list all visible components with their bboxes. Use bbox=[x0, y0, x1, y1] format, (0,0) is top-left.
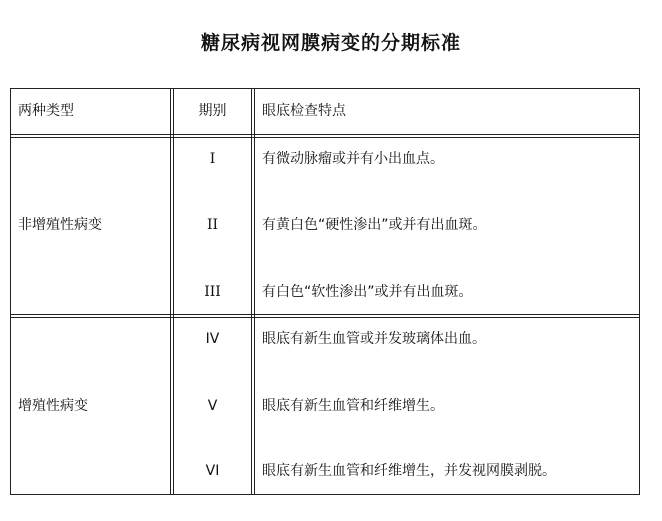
type-cell-nonproliferative: 非增殖性病变 bbox=[18, 217, 102, 233]
header-findings: 眼底检查特点 bbox=[262, 103, 346, 119]
stage-cell: VI bbox=[205, 463, 220, 479]
row-divider bbox=[10, 317, 640, 318]
findings-cell: 有白色“软性渗出”或并有出血斑。 bbox=[262, 284, 473, 300]
type-cell-proliferative: 增殖性病变 bbox=[18, 398, 88, 414]
findings-cell: 眼底有新生血管和纤维增生，并发视网膜剥脱。 bbox=[262, 463, 556, 479]
findings-cell: 有黄白色“硬性渗出”或并有出血斑。 bbox=[262, 217, 487, 233]
row-divider bbox=[10, 134, 640, 135]
column-divider bbox=[254, 88, 255, 495]
stage-cell: I bbox=[209, 151, 216, 167]
stage-cell: IV bbox=[205, 331, 220, 347]
findings-cell: 有微动脉瘤或并有小出血点。 bbox=[262, 151, 444, 167]
page-title: 糖尿病视网膜病变的分期标准 bbox=[200, 32, 461, 54]
column-divider bbox=[170, 88, 171, 495]
row-divider bbox=[10, 314, 640, 315]
stage-cell: II bbox=[206, 217, 219, 233]
stage-cell: V bbox=[207, 398, 218, 414]
stage-cell: III bbox=[204, 284, 221, 300]
findings-cell: 眼底有新生血管和纤维增生。 bbox=[262, 398, 444, 414]
header-type: 两种类型 bbox=[18, 103, 74, 119]
findings-cell: 眼底有新生血管或并发玻璃体出血。 bbox=[262, 331, 486, 347]
header-stage: 期别 bbox=[198, 103, 227, 119]
row-divider bbox=[10, 137, 640, 138]
